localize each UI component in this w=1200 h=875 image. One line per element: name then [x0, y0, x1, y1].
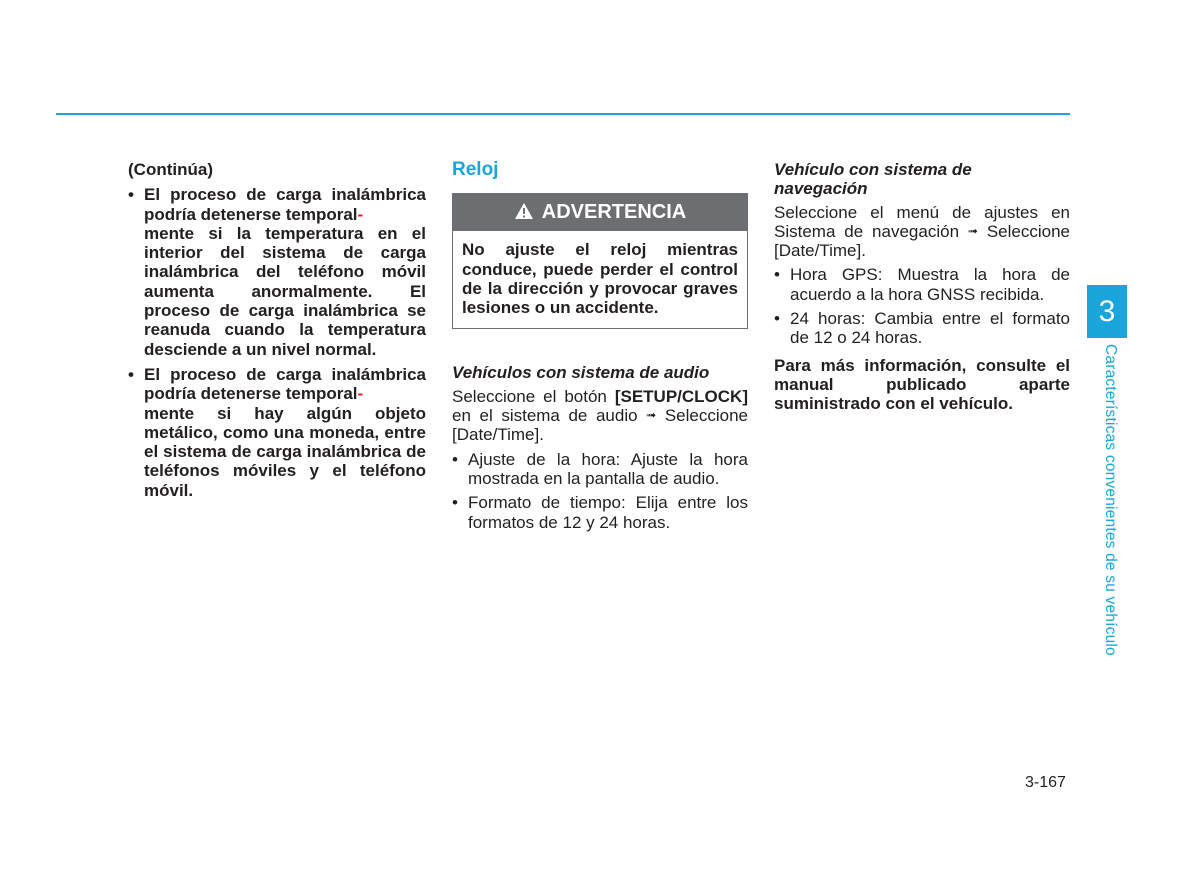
- nav-intro: [774, 203, 1070, 261]
- bullet: •: [452, 449, 458, 469]
- audio-intro-post: Seleccione [Date/Time].: [452, 406, 748, 445]
- chapter-title: Características convenientes de su vehículo: [1102, 344, 1119, 656]
- column-left: [128, 160, 426, 506]
- page-number: 3-167: [1025, 774, 1066, 791]
- bullet: •: [128, 364, 134, 384]
- arrow-right-icon: ➟: [646, 408, 657, 423]
- chapter-tab: 3: [1087, 285, 1127, 338]
- audio-options-list: [452, 450, 748, 532]
- item-text-cont: mente si hay algún objeto metálico, como una moneda, entre el sistema de carga inalámbrica de teléfonos móviles y el teléfono móvil.: [144, 403, 426, 500]
- warning-text: No ajuste el reloj mientras conduce, puede perder el control de la dirección y provocar graves lesiones o un accidente.: [462, 240, 738, 318]
- audio-intro: [452, 387, 748, 445]
- list-item: [774, 309, 1070, 348]
- section-title: Reloj: [452, 159, 499, 180]
- item-text: El proceso de carga inalámbrica podría detenerse temporal: [144, 364, 426, 404]
- warning-header: [453, 194, 747, 231]
- nav-intro-pre: Seleccione el menú de ajustes en Sistema de navegación: [774, 202, 1070, 241]
- item-text: El proceso de carga inalámbrica podría detenerse temporal: [144, 185, 426, 224]
- warning-box: [452, 193, 748, 329]
- list-item: [128, 365, 426, 500]
- item-text: Hora GPS: Muestra la hora de acuerdo a la hora GNSS recibida.: [790, 265, 1070, 304]
- list-item: [452, 450, 748, 489]
- item-text: 24 horas: Cambia entre el formato de 12 o 24 horas.: [790, 309, 1070, 348]
- nav-options-list: [774, 265, 1070, 347]
- setup-clock-button-label: [SETUP/CLOCK]: [614, 386, 748, 406]
- column-right: [774, 160, 1070, 414]
- list-item: [128, 185, 426, 359]
- item-text: Ajuste de la hora: Ajuste la hora mostrada en la pantalla de audio.: [468, 449, 748, 488]
- nav-heading: Vehículo con sistema de navegación: [774, 160, 972, 199]
- nav-intro-post: Seleccione [Date/Time].: [774, 221, 1071, 261]
- audio-intro-pre: Seleccione el botón: [452, 386, 615, 406]
- bullet: •: [774, 309, 780, 329]
- hyphen-mark: -: [357, 204, 364, 224]
- bullet: •: [128, 185, 134, 205]
- item-text-cont: mente si la temperatura en el interior del sistema de carga inalámbrica del teléfono móvil aumenta anormalmente. El proceso de carga inalámbrica se reanuda cuando la temperatura desciende a un nivel normal.: [144, 223, 426, 359]
- header-rule: [56, 113, 1070, 115]
- warning-triangle-icon: [514, 202, 542, 224]
- item-text: Formato de tiempo: Elija entre los formatos de 12 y 24 horas.: [468, 493, 748, 532]
- audio-intro-mid: en el sistema de audio: [452, 406, 647, 426]
- list-item: [452, 493, 748, 532]
- more-info-note: Para más información, consulte el manual publicado aparte suministrado con el vehículo.: [774, 355, 1070, 414]
- bullet: •: [452, 493, 458, 513]
- column-middle: [452, 160, 748, 537]
- audio-heading: Vehículos con sistema de audio: [452, 363, 710, 383]
- bullet: •: [774, 265, 780, 285]
- arrow-right-icon: ➟: [967, 223, 978, 238]
- list-item: [774, 265, 1070, 304]
- charging-notes-list: [128, 185, 426, 500]
- hyphen-mark: -: [357, 384, 364, 404]
- warning-heading: ADVERTENCIA: [541, 201, 687, 224]
- continued-label: (Continúa): [128, 160, 213, 179]
